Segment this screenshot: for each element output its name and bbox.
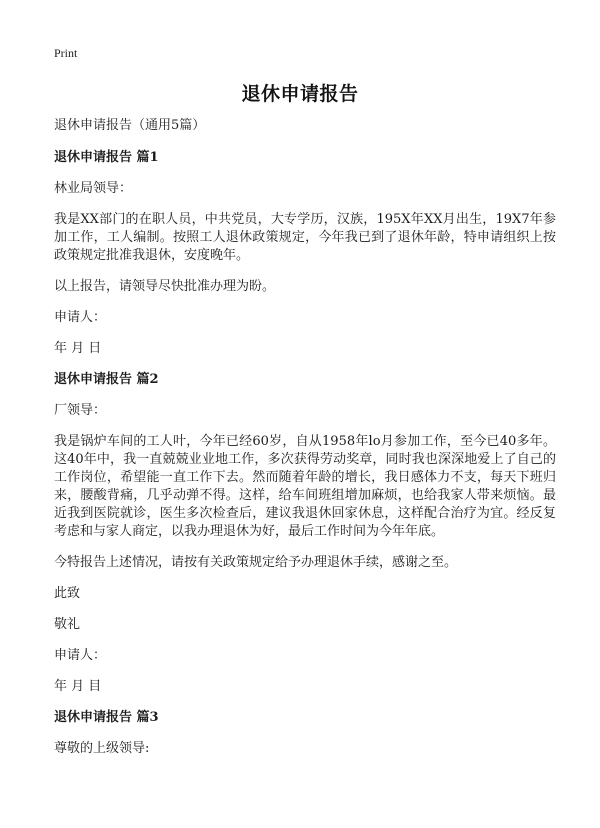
salutation: 厂领导： xyxy=(54,403,107,418)
salutation: 林业局领导： xyxy=(54,181,133,196)
print-link[interactable]: Print xyxy=(54,46,78,60)
section-heading: 退休申请报告 篇3 xyxy=(54,710,159,725)
closing-line: 此致 xyxy=(54,586,81,601)
date-line: 年 月 目 xyxy=(54,679,102,694)
date-line: 年 月 日 xyxy=(54,341,102,356)
body-paragraph: 我是XX部门的在职人员，中共党员，大专学历，汉族，195X年XX月出生，19X7年参加工作，工人编制。按照工人退休政策规定，今年我已到了退休年龄，特申请组织上按政策规定批准我退休，安度晚年。 xyxy=(54,212,556,263)
document-subtitle: 退休申请报告（通用5篇） xyxy=(54,118,206,133)
body-paragraph: 以上报告，请领导尽快批准办理为盼。 xyxy=(54,279,276,294)
applicant-line: 申请人： xyxy=(54,310,107,325)
closing-line: 敬礼 xyxy=(54,617,81,632)
salutation: 尊敬的上级领导: xyxy=(54,741,150,756)
body-paragraph: 今特报告上述情况，请按有关政策规定给予办理退休手续，感谢之至。 xyxy=(54,555,458,570)
document-body xyxy=(54,117,556,771)
section-heading: 退休申请报告 篇1 xyxy=(54,150,159,165)
section-heading: 退休申请报告 篇2 xyxy=(54,372,159,387)
document-title: 退休申请报告 xyxy=(241,83,359,105)
applicant-line: 申请人： xyxy=(54,648,107,663)
body-paragraph: 我是锅炉车间的工人叶，今年已经60岁，自从1958年lo月参加工作，至今已40多年。这40年中，我一直兢兢业业地工作，多次获得劳动奖章，同时我也深深地爱上了自己的工作岗位，希望能一直工作下去。然而随着年龄的增长，我日感体力不支，每天下班归来，腰酸背痛，几乎动弹不得。这样，给车间班组增加麻烦，也给我家人带来烦恼。最近我到医院就诊，医生多次检查后，建议我退休回家休息，这样配合治疗为宜。经反复考虑和与家人商定，以我办理退休为好，最后工作时间为今年年底。 xyxy=(54,434,556,539)
